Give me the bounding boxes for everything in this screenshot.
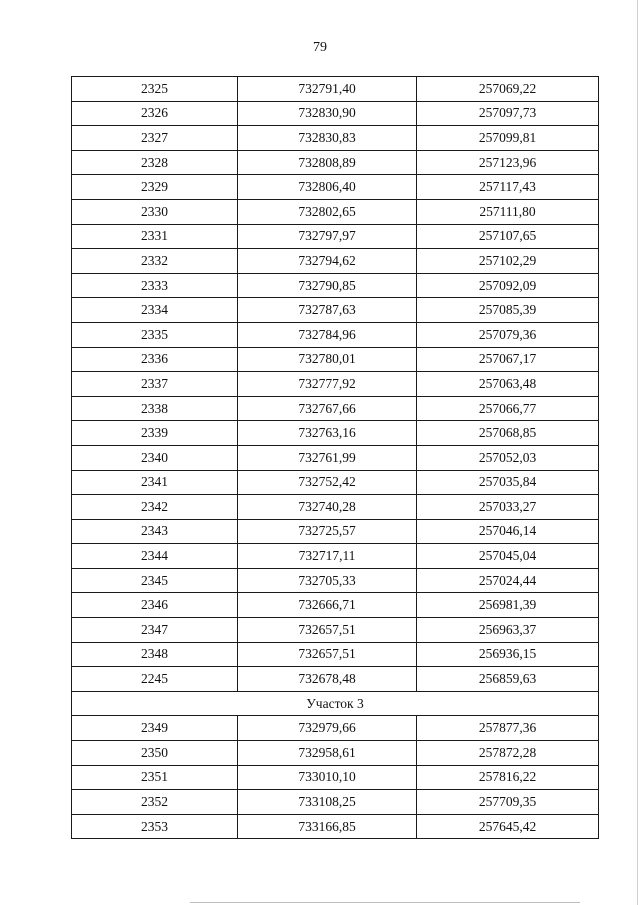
table-row [72,396,599,421]
table-row [72,765,599,790]
table-row [72,322,599,347]
point-number-cell: 2329 [72,175,238,200]
table-row [72,249,599,274]
x-coordinate-cell: 732725,57 [238,519,417,544]
x-coordinate-cell: 732657,51 [238,642,417,667]
y-coordinate-cell: 257107,65 [417,224,599,249]
y-coordinate-cell: 256981,39 [417,593,599,618]
y-coordinate-cell: 257046,14 [417,519,599,544]
point-number-cell: 2339 [72,421,238,446]
x-coordinate-cell: 732802,65 [238,199,417,224]
x-coordinate-cell: 732797,97 [238,224,417,249]
section-row [72,691,599,716]
point-number-cell: 2334 [72,298,238,323]
table-row [72,667,599,692]
coordinates-table [71,76,599,839]
point-number-cell: 2338 [72,396,238,421]
x-coordinate-cell: 732791,40 [238,77,417,102]
y-coordinate-cell: 257079,36 [417,322,599,347]
table-row [72,544,599,569]
point-number-cell: 2333 [72,273,238,298]
x-coordinate-cell: 732761,99 [238,445,417,470]
y-coordinate-cell: 257117,43 [417,175,599,200]
point-number-cell: 2327 [72,126,238,151]
table-row [72,618,599,643]
table-row [72,372,599,397]
scan-edge [190,902,580,903]
y-coordinate-cell: 257102,29 [417,249,599,274]
y-coordinate-cell: 257123,96 [417,150,599,175]
x-coordinate-cell: 732780,01 [238,347,417,372]
point-number-cell: 2342 [72,495,238,520]
x-coordinate-cell: 732794,62 [238,249,417,274]
table-row [72,273,599,298]
y-coordinate-cell: 257035,84 [417,470,599,495]
y-coordinate-cell: 257877,36 [417,716,599,741]
table-row [72,298,599,323]
point-number-cell: 2341 [72,470,238,495]
x-coordinate-cell: 732808,89 [238,150,417,175]
table-row [72,101,599,126]
table-row [72,495,599,520]
y-coordinate-cell: 257092,09 [417,273,599,298]
table-row [72,814,599,839]
y-coordinate-cell: 257645,42 [417,814,599,839]
y-coordinate-cell: 257067,17 [417,347,599,372]
point-number-cell: 2331 [72,224,238,249]
y-coordinate-cell: 257709,35 [417,790,599,815]
y-coordinate-cell: 257099,81 [417,126,599,151]
y-coordinate-cell: 257097,73 [417,101,599,126]
y-coordinate-cell: 257872,28 [417,741,599,766]
y-coordinate-cell: 257111,80 [417,199,599,224]
y-coordinate-cell: 257069,22 [417,77,599,102]
y-coordinate-cell: 257816,22 [417,765,599,790]
point-number-cell: 2245 [72,667,238,692]
y-coordinate-cell: 257052,03 [417,445,599,470]
x-coordinate-cell: 732830,83 [238,126,417,151]
point-number-cell: 2350 [72,741,238,766]
table-row [72,150,599,175]
table-row [72,347,599,372]
point-number-cell: 2336 [72,347,238,372]
y-coordinate-cell: 256936,15 [417,642,599,667]
point-number-cell: 2343 [72,519,238,544]
point-number-cell: 2352 [72,790,238,815]
x-coordinate-cell: 732787,63 [238,298,417,323]
table-row [72,77,599,102]
x-coordinate-cell: 732958,61 [238,741,417,766]
point-number-cell: 2347 [72,618,238,643]
table-row [72,421,599,446]
point-number-cell: 2330 [72,199,238,224]
x-coordinate-cell: 732740,28 [238,495,417,520]
y-coordinate-cell: 257045,04 [417,544,599,569]
point-number-cell: 2351 [72,765,238,790]
point-number-cell: 2348 [72,642,238,667]
x-coordinate-cell: 732657,51 [238,618,417,643]
x-coordinate-cell: 732767,66 [238,396,417,421]
y-coordinate-cell: 257063,48 [417,372,599,397]
point-number-cell: 2349 [72,716,238,741]
table-row [72,568,599,593]
y-coordinate-cell: 257085,39 [417,298,599,323]
point-number-cell: 2325 [72,77,238,102]
x-coordinate-cell: 732979,66 [238,716,417,741]
table-row [72,642,599,667]
x-coordinate-cell: 732752,42 [238,470,417,495]
x-coordinate-cell: 733010,10 [238,765,417,790]
x-coordinate-cell: 732784,96 [238,322,417,347]
point-number-cell: 2344 [72,544,238,569]
table-row [72,519,599,544]
point-number-cell: 2345 [72,568,238,593]
table-row [72,175,599,200]
x-coordinate-cell: 732666,71 [238,593,417,618]
x-coordinate-cell: 732806,40 [238,175,417,200]
y-coordinate-cell: 257033,27 [417,495,599,520]
point-number-cell: 2337 [72,372,238,397]
point-number-cell: 2328 [72,150,238,175]
y-coordinate-cell: 256963,37 [417,618,599,643]
x-coordinate-cell: 732763,16 [238,421,417,446]
section-label: Участок 3 [72,691,599,716]
point-number-cell: 2335 [72,322,238,347]
x-coordinate-cell: 732777,92 [238,372,417,397]
point-number-cell: 2340 [72,445,238,470]
x-coordinate-cell: 733166,85 [238,814,417,839]
y-coordinate-cell: 257066,77 [417,396,599,421]
table-row [72,470,599,495]
x-coordinate-cell: 732717,11 [238,544,417,569]
y-coordinate-cell: 257024,44 [417,568,599,593]
x-coordinate-cell: 732790,85 [238,273,417,298]
table-row [72,741,599,766]
table-row [72,199,599,224]
table-row [72,716,599,741]
table-row [72,126,599,151]
table-row [72,445,599,470]
table-row [72,790,599,815]
x-coordinate-cell: 732705,33 [238,568,417,593]
point-number-cell: 2346 [72,593,238,618]
coordinates-table-body [72,77,599,839]
x-coordinate-cell: 732830,90 [238,101,417,126]
scan-edge [637,0,638,905]
page-number: 79 [313,40,327,55]
table-row [72,224,599,249]
x-coordinate-cell: 733108,25 [238,790,417,815]
point-number-cell: 2353 [72,814,238,839]
x-coordinate-cell: 732678,48 [238,667,417,692]
table-row [72,593,599,618]
point-number-cell: 2332 [72,249,238,274]
y-coordinate-cell: 256859,63 [417,667,599,692]
point-number-cell: 2326 [72,101,238,126]
y-coordinate-cell: 257068,85 [417,421,599,446]
